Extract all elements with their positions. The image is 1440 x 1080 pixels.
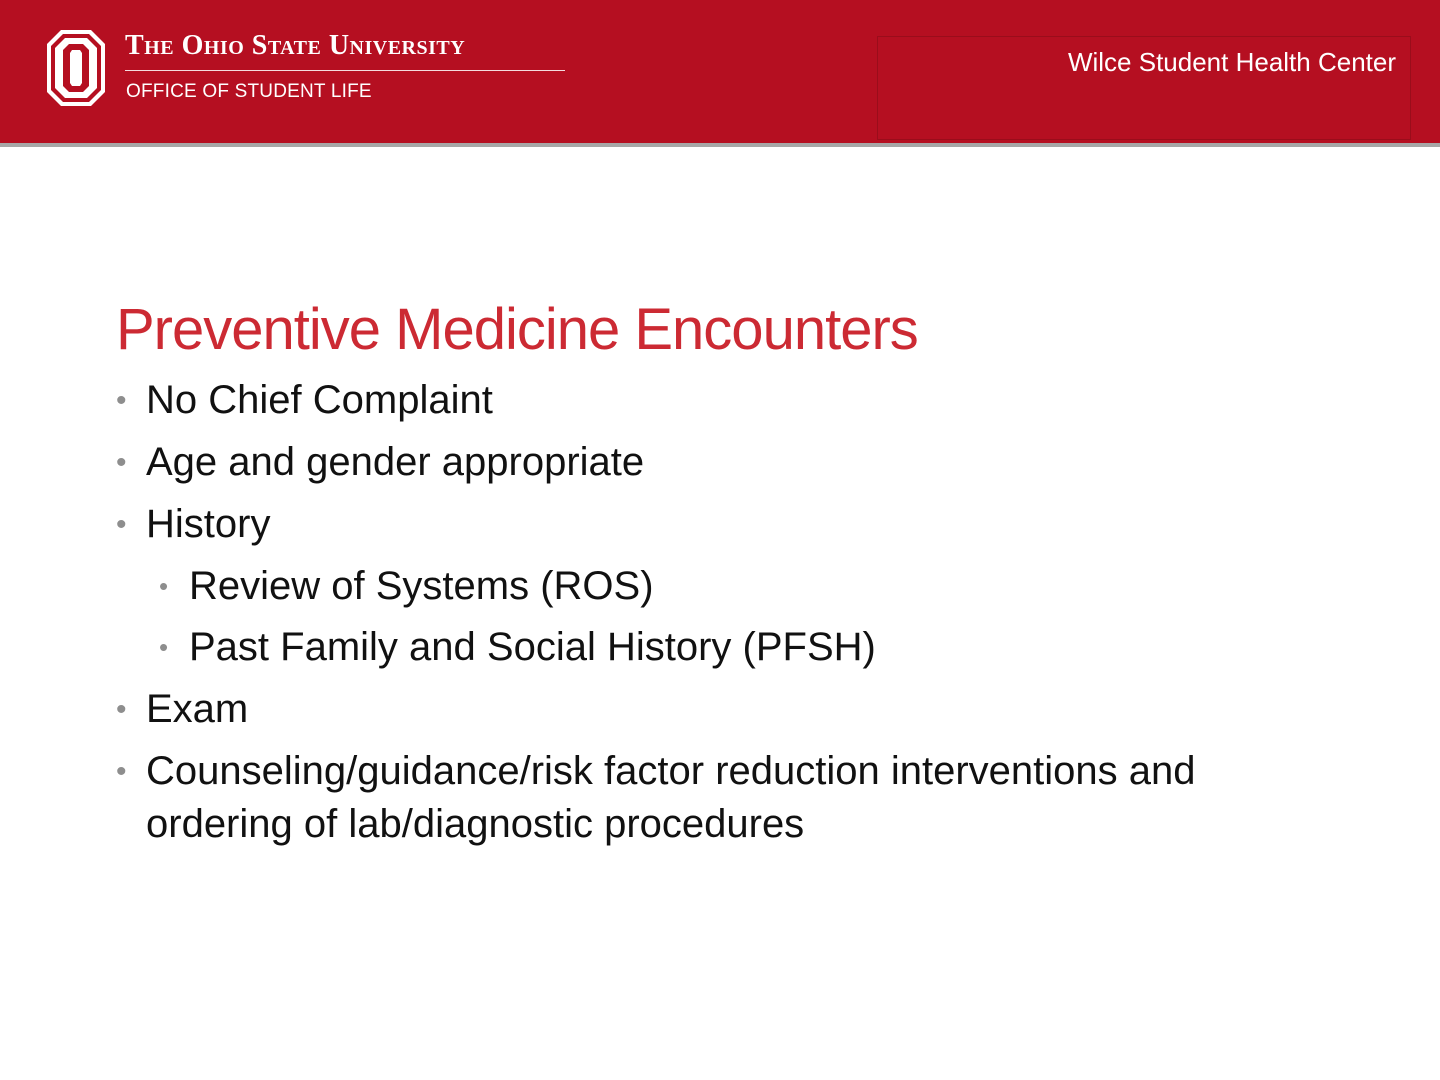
bullet-item [116, 683, 248, 736]
bullet-dot: • [159, 632, 169, 662]
bullet-text: Past Family and Social History (PFSH) [189, 625, 876, 669]
bullet-item [116, 745, 1246, 851]
bullet-text: Age and gender appropriate [146, 440, 645, 484]
logo-divider [125, 70, 565, 71]
bullet-text: Exam [146, 687, 249, 731]
block-o-logo-icon [47, 30, 105, 106]
office-name: OFFICE OF STUDENT LIFE [126, 81, 372, 102]
bullet-text: No Chief Complaint [146, 378, 493, 422]
bullet-dot: • [159, 571, 169, 601]
bullet-dot: • [116, 446, 127, 479]
bullet-dot: • [116, 693, 127, 726]
bullet-item [116, 374, 493, 427]
bullet-dot: • [116, 755, 127, 788]
university-name: The Ohio State University [125, 30, 466, 61]
bullet-dot: • [116, 508, 127, 541]
bullet-text: Counseling/guidance/risk factor reduction interventions and ordering of lab/diagnostic procedures [146, 749, 1196, 846]
sub-bullet-item [159, 560, 654, 613]
sub-bullet-item [159, 621, 876, 674]
header-divider [0, 143, 1440, 147]
center-name-box [877, 36, 1411, 140]
bullet-item [116, 436, 644, 489]
bullet-dot: • [116, 384, 127, 417]
center-name: Wilce Student Health Center [1067, 47, 1396, 77]
slide-title: Preventive Medicine Encounters [116, 297, 918, 362]
bullet-item [116, 498, 270, 551]
header-bar [0, 0, 1440, 143]
bullet-text: Review of Systems (ROS) [189, 564, 654, 608]
bullet-text: History [146, 502, 271, 546]
